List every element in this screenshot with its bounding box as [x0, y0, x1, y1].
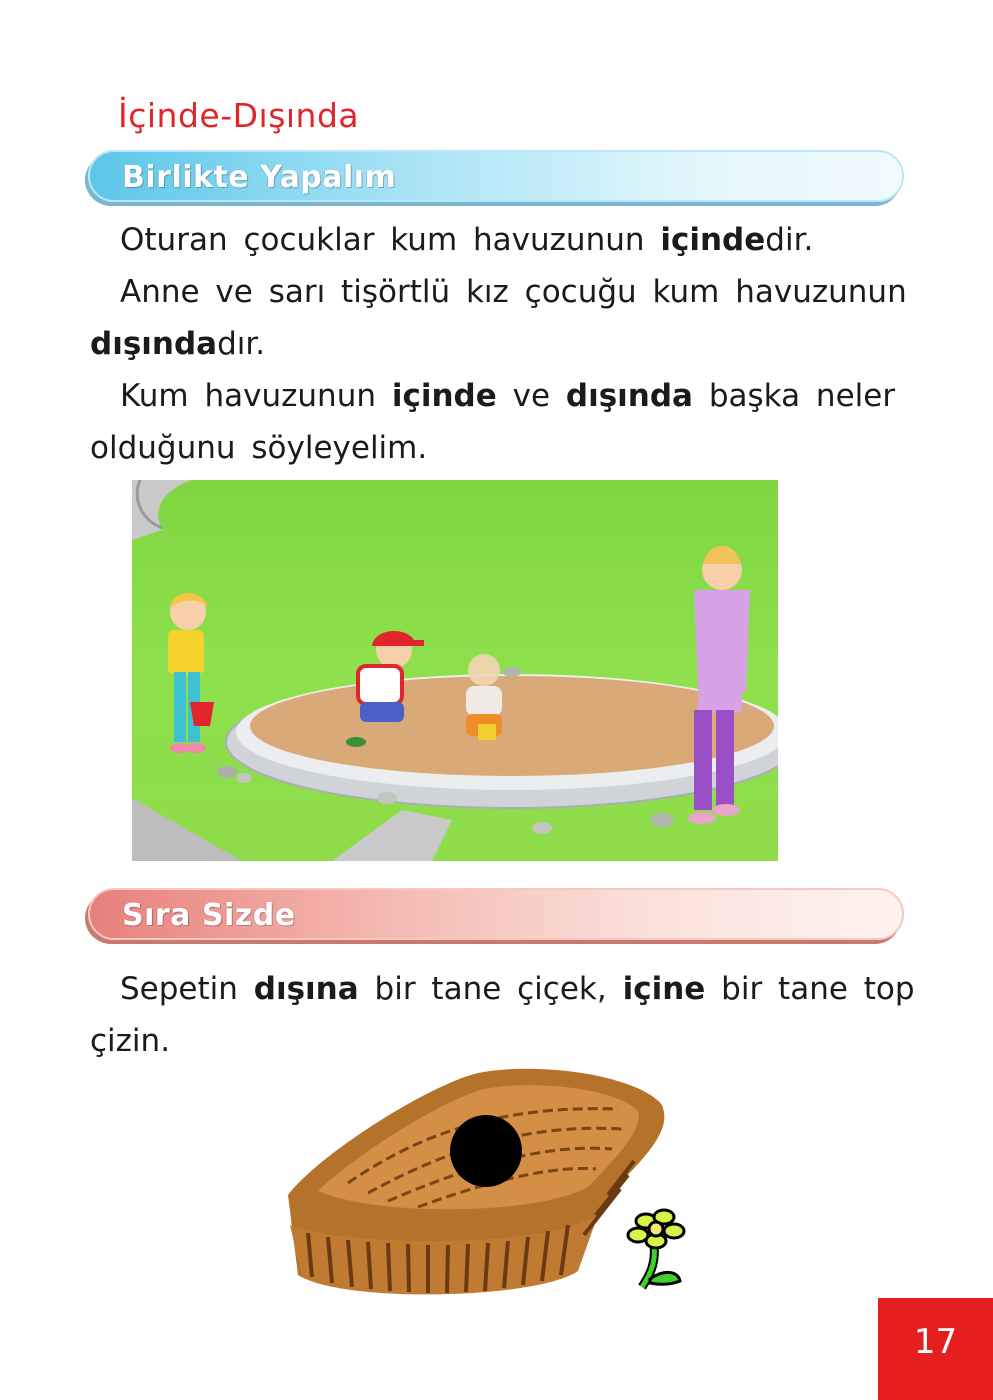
section-banner-together: [88, 150, 904, 202]
text: bir tane top: [705, 971, 915, 1007]
bold-word: dışına: [253, 971, 359, 1007]
text: başka neler: [692, 378, 896, 414]
page-number: 17: [913, 1322, 958, 1362]
text: dır.: [217, 326, 266, 362]
text: Kum havuzunun: [120, 378, 392, 414]
paragraph-line: [90, 318, 265, 370]
text: olduğunu söyleyelim.: [90, 430, 428, 466]
section-label: Sıra Sizde: [122, 898, 296, 933]
paragraph-line: [120, 370, 895, 422]
page-number-box: [878, 1298, 993, 1400]
text: Oturan çocuklar kum havuzunun: [120, 222, 661, 258]
paragraph-line: [90, 1015, 170, 1067]
bold-word: içinde: [660, 222, 766, 258]
basket-illustration: [278, 1065, 668, 1305]
flower-illustration: [620, 1205, 692, 1295]
section-label: Birlikte Yapalım: [122, 160, 397, 195]
paragraph-line: [120, 214, 813, 266]
bold-word: dışında: [90, 326, 218, 362]
bold-word: içine: [622, 971, 706, 1007]
paragraph-line: [120, 266, 907, 318]
paragraph-line: [120, 963, 915, 1015]
text: çizin.: [90, 1023, 171, 1059]
sandbox-illustration: [132, 480, 778, 861]
bold-word: dışında: [565, 378, 693, 414]
paragraph-line: [90, 422, 427, 474]
text: dir.: [765, 222, 814, 258]
bold-word: içinde: [391, 378, 497, 414]
text: Sepetin: [120, 971, 254, 1007]
page-title: İçinde-Dışında: [118, 96, 360, 135]
text: Anne ve sarı tişörtlü kız çocuğu kum havuzunun: [120, 274, 907, 310]
text: bir tane çiçek,: [358, 971, 623, 1007]
section-banner-your-turn: [88, 888, 904, 940]
text: ve: [496, 378, 566, 414]
